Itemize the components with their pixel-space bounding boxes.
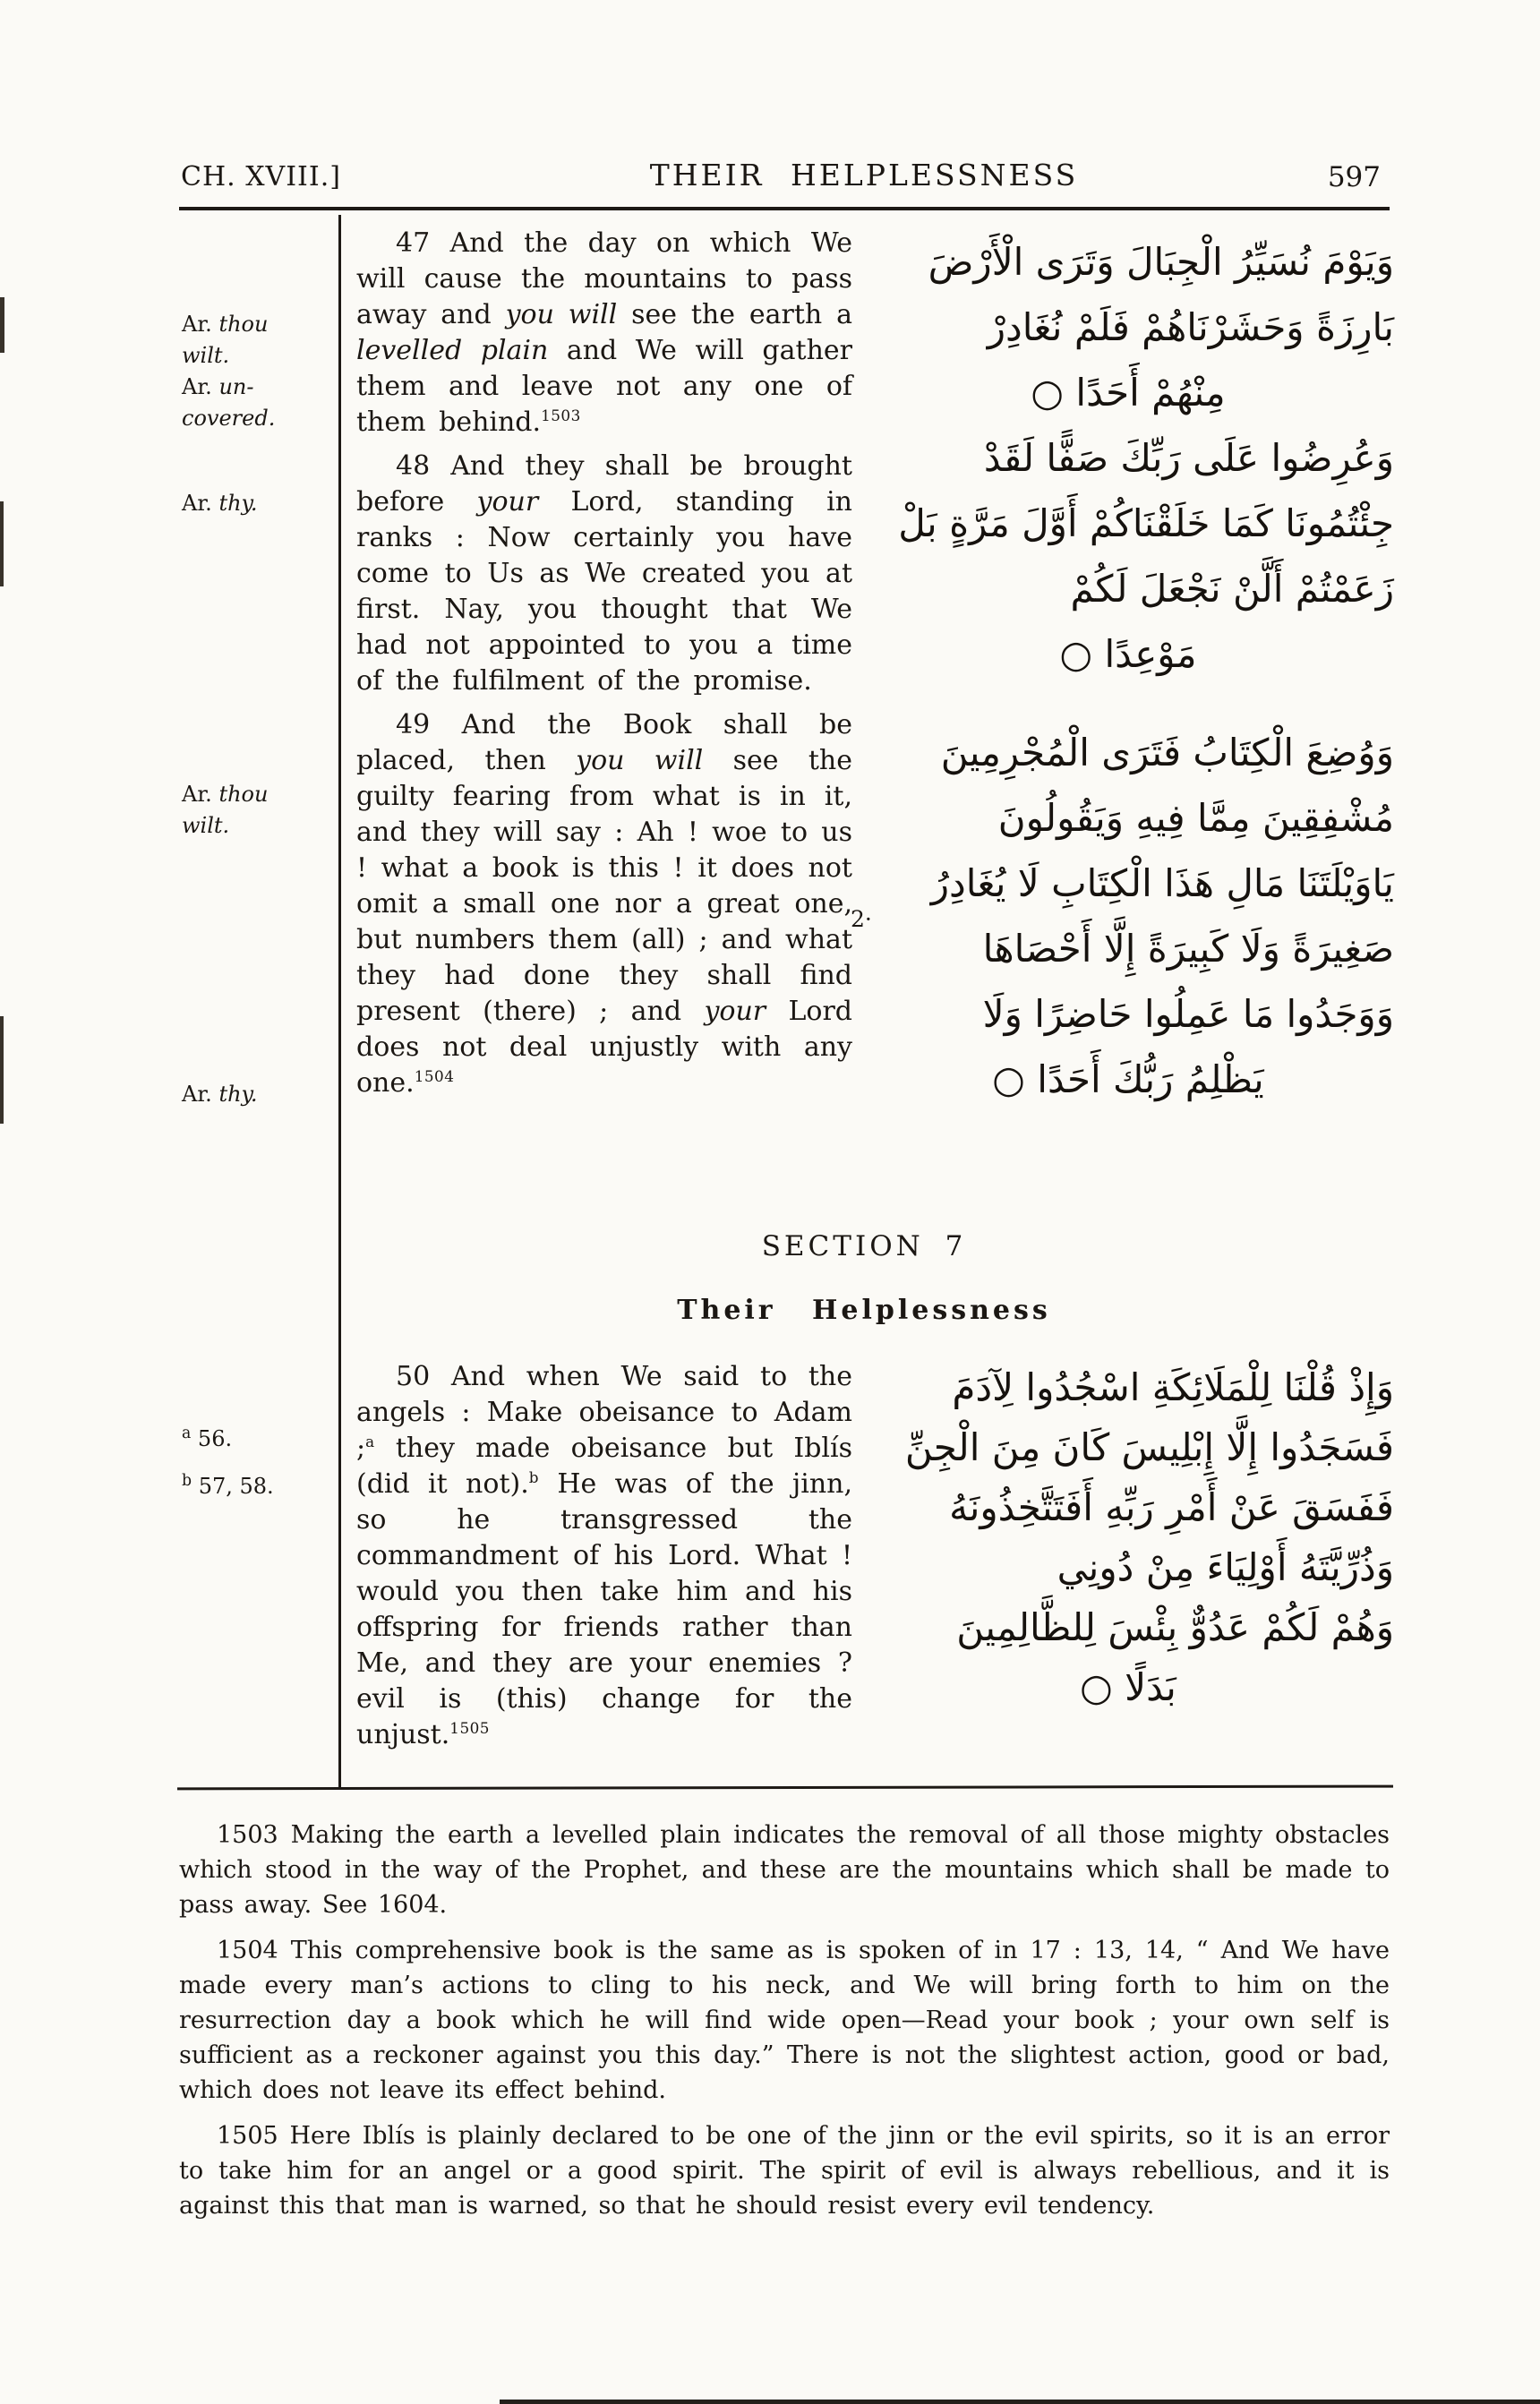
margin-note: Ar. thy. xyxy=(182,491,258,516)
arabic-line: زَعَمْتُمْ أَلَّنْ نَجْعَلَ لَكُمْ xyxy=(1070,567,1394,611)
margin-note: $^b$ 57, 58. xyxy=(182,1472,274,1499)
arabic-line: يَظْلِمُ رَبُّكَ أَحَدًا ○ xyxy=(992,1057,1264,1101)
section-heading: SECTION 7 xyxy=(761,1230,967,1262)
arabic-line: مُشْفِقِينَ مِمَّا فِيهِ وَيَقُولُونَ xyxy=(997,796,1394,840)
section-subtitle: Their Helplessness xyxy=(677,1295,1051,1326)
verse-50: 50 And when We said to the angels : Make obeisance to Adam ;$^a$ they made obeisance but Iblís (did it not).$^b$ He was of the jinn, so he transgressed the commandment of his Lord. What ! would you then take him and his offspring for friends rather than Me, and they are your enemies ? evil is (this) change for the unjust.$^{1505}$ xyxy=(356,1361,853,1750)
footnote-1504: 1504 This comprehensive book is the same as is spoken of in 17 : 13, 14, “ And We have made every man’s actions to cling to his neck, and We will bring forth to him on the resurrection day a book which he will find wide open—Read your book ; your own self is sufficient as a reckoner against you this day.” There is not the slightest action, good or bad, which does not leave its effect behind. xyxy=(179,1937,1390,2104)
margin-note: Ar. thy. xyxy=(182,1082,258,1107)
scan-artifact xyxy=(0,297,4,353)
arabic-line: يَاوَيْلَتَنَا مَالِ هَذَا الْكِتَابِ لَا يُغَادِرُ xyxy=(930,861,1394,905)
scan-artifact xyxy=(0,501,4,586)
translation-column-section-7 xyxy=(356,1359,852,1761)
scan-artifact xyxy=(500,2400,1540,2404)
arabic-line: وَإِذْ قُلْنَا لِلْمَلَائِكَةِ اسْجُدُوا لِآدَمَ xyxy=(952,1365,1394,1409)
footnote-1505: 1505 Here Iblís is plainly declared to be one of the jinn or the evil spirits, so it is an error to take him for an angel or a good spirit. The spirit of evil is always rebellious, and it is against this that man is warned, so that he should resist every evil tendency. xyxy=(179,2122,1390,2220)
ruku-marker: 2· xyxy=(851,906,872,932)
margin-note: Ar. thou wilt. xyxy=(182,312,269,368)
arabic-line: وَيَوْمَ نُسَيِّرُ الْجِبَالَ وَتَرَى الْأَرْضَ xyxy=(928,240,1394,284)
arabic-verse-49 xyxy=(862,720,1394,1112)
arabic-line: وَوُضِعَ الْكِتَابُ فَتَرَى الْمُجْرِمِينَ xyxy=(940,731,1394,774)
verse-48: 48 And they shall be brought before your Lord, standing in ranks : Now certainly you have come to Us as We created you at first. Nay, you thought that We had not appointed to you a time of the fulfilment of the promise. xyxy=(356,450,852,697)
margin-note: $^a$ 56. xyxy=(182,1424,233,1451)
arabic-line: وَوَجَدُوا مَا عَمِلُوا حَاضِرًا وَلَا xyxy=(982,992,1394,1036)
column-rule xyxy=(338,215,341,1787)
arabic-verse-50 xyxy=(862,1357,1394,1717)
arabic-line: فَفَسَقَ عَنْ أَمْرِ رَبِّهِ أَفَتَتَّخِذُونَهُ xyxy=(949,1485,1394,1529)
footnote-1503: 1503 Making the earth a levelled plain indicates the removal of all those mighty obstacles which stood in the way of the Prophet, and these are the mountains which shall be made to pass away. See 1604. xyxy=(179,1821,1390,1919)
page-number: 597 xyxy=(1327,161,1381,193)
scan-artifact xyxy=(0,1016,4,1124)
footnote-rule xyxy=(177,1785,1393,1791)
margin-note: Ar. un-covered. xyxy=(182,374,276,431)
arabic-line: مَوْعِدًا ○ xyxy=(1059,632,1197,676)
chapter-label: CH. XVIII.] xyxy=(181,161,342,192)
translation-column xyxy=(356,226,852,1109)
arabic-line: صَغِيرَةً وَلَا كَبِيرَةً إِلَّا أَحْصَاهَا xyxy=(982,927,1394,971)
arabic-line: وَعُرِضُوا عَلَى رَبِّكَ صَفًّا لَقَدْ xyxy=(983,436,1394,480)
arabic-line: وَهُمْ لَكُمْ عَدُوٌّ بِئْسَ لِلظَّالِمِينَ xyxy=(956,1605,1394,1649)
arabic-line: مِنْهُمْ أَحَدًا ○ xyxy=(1031,371,1226,415)
arabic-verses-47-48 xyxy=(862,229,1394,687)
footnotes xyxy=(179,1818,1390,2234)
arabic-line: بَدَلًا ○ xyxy=(1080,1665,1176,1709)
arabic-line: بَارِزَةً وَحَشَرْنَاهُمْ فَلَمْ نُغَادِرْ xyxy=(987,305,1394,349)
verse-49: 49 And the Book shall be placed, then you will see the guilty fearing from what is in it, and they will say : Ah ! woe to us ! what a book is this ! it does not omit a small one nor a great one, but numbers them (all) ; and what they had done they shall find present (there) ; and your Lord does not deal unjustly with any one.$^{1504}$ xyxy=(356,709,852,1099)
running-title: THEIR HELPLESSNESS xyxy=(649,158,1079,192)
arabic-line: فَسَجَدُوا إِلَّا إِبْلِيسَ كَانَ مِنَ الْجِنِّ xyxy=(904,1425,1394,1469)
margin-note: Ar. thou wilt. xyxy=(182,782,269,838)
arabic-line: وَذُرِّيَّتَهُ أَوْلِيَاءَ مِنْ دُونِي xyxy=(1057,1545,1394,1589)
header-rule xyxy=(179,207,1390,210)
verse-47: 47 And the day on which We will cause the mountains to pass away and you will see the earth a levelled plain and We will gather them and leave not any one of them behind.$^{1503}$ xyxy=(356,227,852,438)
arabic-line: جِئْتُمُونَا كَمَا خَلَقْنَاكُمْ أَوَّلَ مَرَّةٍ بَلْ xyxy=(898,501,1394,545)
